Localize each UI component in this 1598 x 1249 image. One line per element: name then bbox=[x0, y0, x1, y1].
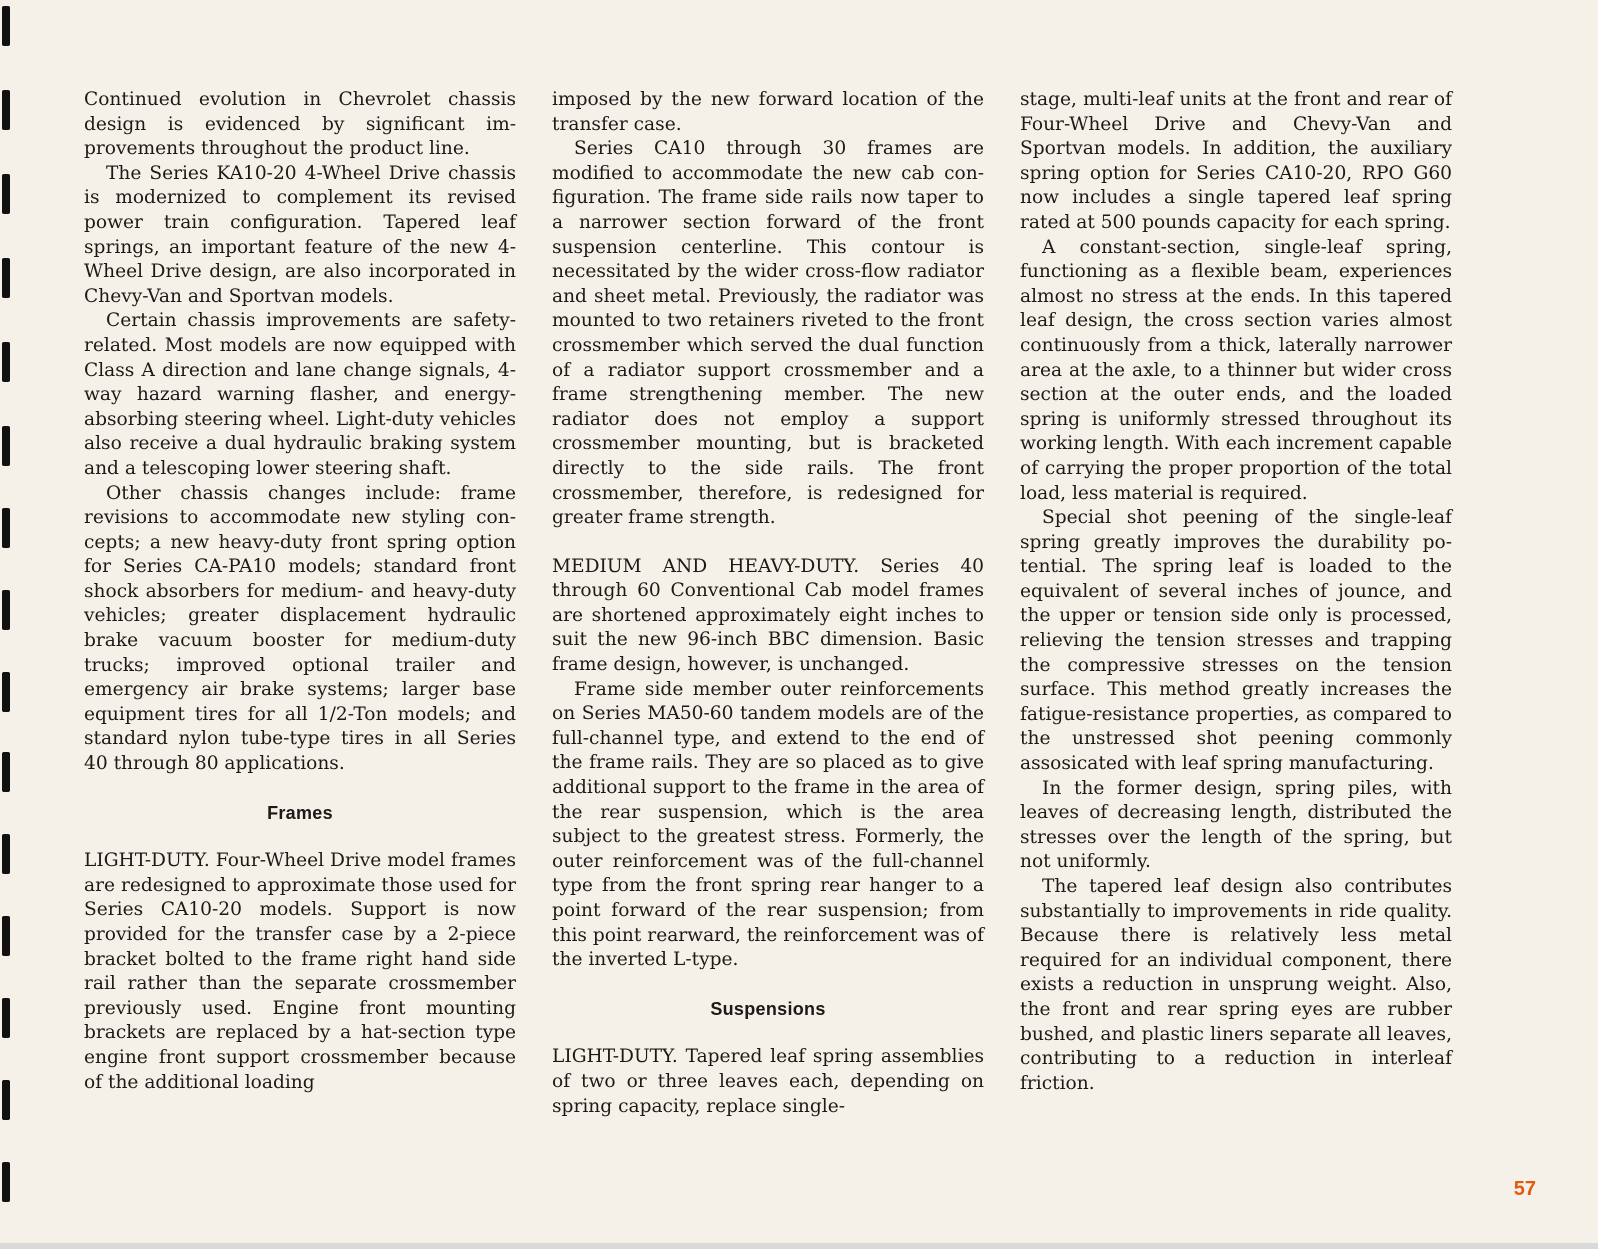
binding-hole bbox=[2, 6, 10, 46]
section-heading-suspensions: Suspensions bbox=[710, 998, 826, 1019]
text-column-2 bbox=[552, 88, 984, 1119]
paragraph: In the former design, spring piles, with leaves of decreasing length, distributed the stresses over the length of the spring, but not uniformly. bbox=[1020, 777, 1452, 873]
section-heading-frames: Frames bbox=[267, 802, 333, 823]
paragraph: The tapered leaf design also contributes substantially to improvements in ride quality. Because there is relatively less metal required for an individual component, there exists a reduction in unsprung weight. Also, the front and rear spring eyes are rubber bushed, and plastic liners separate all leaves, contributing to a reduction in interleaf friction. bbox=[1020, 876, 1452, 1094]
binding-hole bbox=[2, 998, 10, 1038]
paragraph: Other chassis changes include: frame revisions to accommodate new styling concepts; a new heavy-duty front spring option for Series CA-PA10 models; standard front shock absorbers for medium- and heavy-duty vehicles; greater displacement hydraulic brake vacuum booster for medium-duty trucks; improved optional trailer and emergency air brake systems; larger base equipment tires for all 1/2-Ton models; and standard nylon tube-type tires in all Series 40 through 80 applications. bbox=[84, 482, 516, 775]
binding-hole bbox=[2, 1162, 10, 1202]
binding-hole bbox=[2, 1080, 10, 1120]
paragraph: Certain chassis improvements are safety-related. Most models are now equipped with Class A direction and lane change signals, 4-way hazard warning flasher, and energy-absorbing steering wheel. Light-duty vehicles also receive a dual hydraulic braking system and a telescoping lower steering shaft. bbox=[84, 310, 516, 479]
binding-hole bbox=[2, 342, 10, 382]
binding-hole bbox=[2, 258, 10, 298]
paragraph: LIGHT-DUTY. Tapered leaf spring assemblies of two or three leaves each, depending on spring capacity, replace single- bbox=[552, 1046, 984, 1117]
paragraph: The Series KA10-20 4-Wheel Drive chassis is modernized to complement its revised power train configuration. Tapered leaf springs, an important feature of the new 4-Wheel Drive design, are also incorporated in Chevy-Van and Sportvan models. bbox=[84, 162, 516, 307]
paragraph: MEDIUM AND HEAVY-DUTY. Series 40 through 60 Conventional Cab model frames are shortened approximately eight inches to suit the new 96-inch BBC dimension. Basic frame design, however, is unchanged. bbox=[552, 555, 984, 676]
text-column-3 bbox=[1020, 88, 1452, 1096]
paragraph: imposed by the new forward location of the transfer case. bbox=[552, 89, 984, 135]
binding-hole bbox=[2, 672, 10, 712]
binding-hole bbox=[2, 916, 10, 956]
paragraph: stage, multi-leaf units at the front and rear of Four-Wheel Drive and Chevy-Van and Sportvan models. In addition, the auxiliary spring option for Series CA10-20, RPO G60 now includes a single tapered leaf spring rated at 500 pounds capacity for each spring. bbox=[1020, 89, 1452, 233]
binding-hole bbox=[2, 90, 10, 130]
binding-hole bbox=[2, 834, 10, 874]
binding-hole bbox=[2, 752, 10, 792]
page-number: 57 bbox=[1513, 1178, 1536, 1200]
binding-hole bbox=[2, 174, 10, 214]
spiral-binding bbox=[0, 0, 14, 1249]
paragraph: Series CA10 through 30 frames are modified to accommodate the new cab configuration. The frame side rails now taper to a narrower section forward of the front suspension centerline. This contour is necessitated by the wider cross-flow radiator and sheet metal. Previously, the radiator was mounted to two retainers riveted to the front crossmember which served the dual function of a radiator support crossmember and a frame strengthening member. The new radiator does not employ a support crossmember mounting, but is bracketed directly to the side rails. The front crossmember, therefore, is redesigned for greater frame strength. bbox=[552, 138, 984, 529]
paragraph: Frame side member outer reinforcements on Series MA50-60 tandem models are of the full-channel type, and extend to the end of the frame rails. They are so placed as to give additional support to the frame in the area of the rear suspension, which is the area subject to the greatest stress. Formerly, the outer reinforcement was of the full-channel type from the front spring rear hanger to a point forward of the rear suspension; from this point rearward, the reinforcement was of the inverted L-type. bbox=[552, 678, 984, 971]
binding-hole bbox=[2, 508, 10, 548]
text-column-1 bbox=[84, 88, 516, 1095]
paragraph: Continued evolution in Chevrolet chassis design is evidenced by significant improvements throughout the product line. bbox=[84, 89, 516, 160]
paragraph: LIGHT-DUTY. Four-Wheel Drive model frames are redesigned to approximate those used for Series CA10-20 models. Support is now provided for the transfer case by a 2-piece bracket bolted to the frame right hand side rail rather than the separate crossmember previously used. Engine front mounting brackets are replaced by a hat-section type engine front support crossmember because of the additional loading bbox=[84, 850, 516, 1093]
paragraph: Special shot peening of the single-leaf spring greatly improves the durability potential. The spring leaf is loaded to the equivalent of several inches of jounce, and the upper or tension side only is processed, relieving the tension stresses and trapping the compressive stresses on the tension surface. This method greatly increases the fatigue-resistance properties, as compared to the unstressed shot peening commonly assosicated with leaf spring manufacturing. bbox=[1020, 507, 1452, 775]
binding-hole bbox=[2, 590, 10, 630]
paragraph: A constant-section, single-leaf spring, functioning as a flexible beam, experiences almost no stress at the ends. In this tapered leaf design, the cross section varies almost continuously from a thick, laterally narrower area at the axle, to a thinner but wider cross section at the outer ends, and the loaded spring is uniformly stressed throughout its working length. With each increment capable of carrying the proper proportion of the total load, less material is required. bbox=[1020, 236, 1452, 504]
binding-hole bbox=[2, 426, 10, 466]
page-bottom-edge bbox=[0, 1243, 1598, 1249]
